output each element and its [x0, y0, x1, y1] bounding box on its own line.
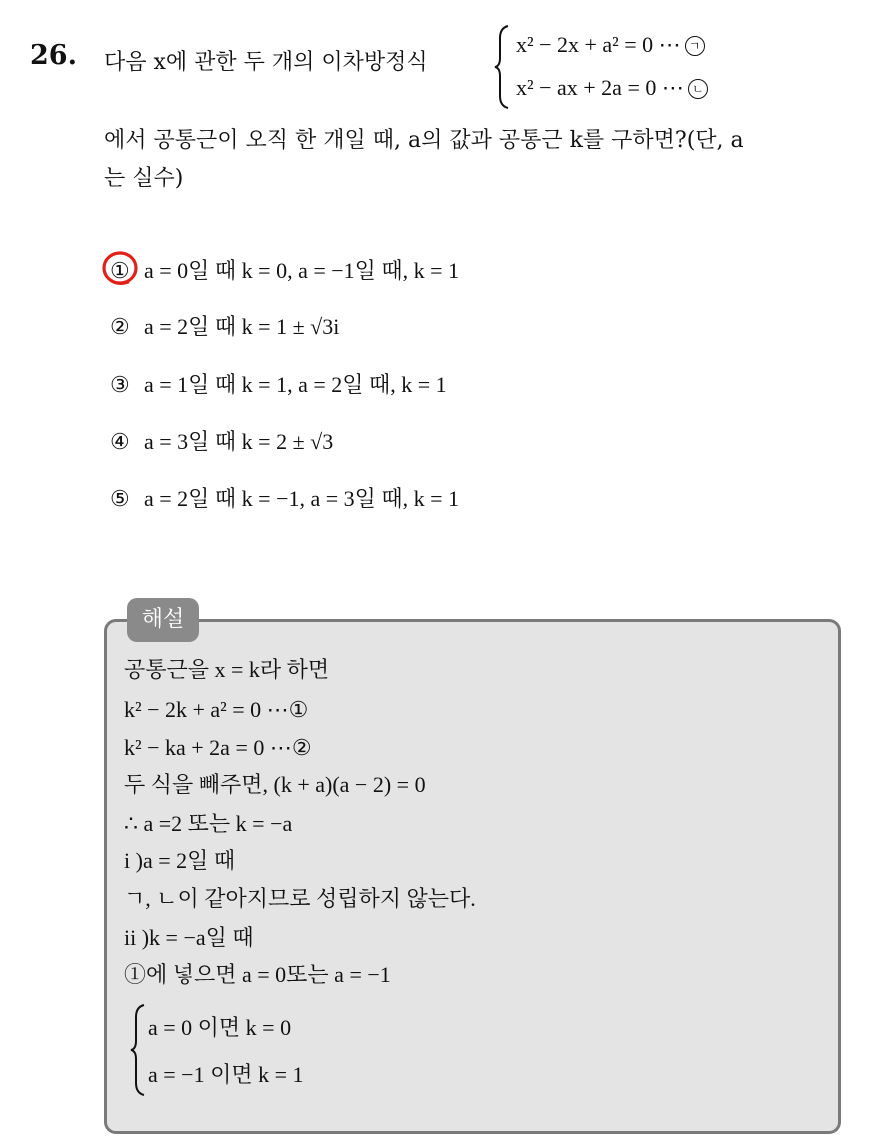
- equation-2: x² − ax + 2a = 0 ⋯ ㄴ: [516, 77, 708, 99]
- equation-1: x² − 2x + a² = 0 ⋯ ㄱ: [516, 34, 705, 56]
- option-3-number: ③: [110, 372, 130, 397]
- option-4-number: ④: [110, 429, 130, 454]
- option-5-text: a = 2일 때 k = −1, a = 3일 때, k = 1: [144, 486, 460, 511]
- option-2[interactable]: [110, 316, 339, 338]
- option-1-text: a = 0일 때 k = 0, a = −1일 때, k = 1: [144, 258, 460, 283]
- option-3[interactable]: [110, 374, 447, 396]
- option-3-text: a = 1일 때 k = 1, a = 2일 때, k = 1: [144, 372, 447, 397]
- option-1[interactable]: [110, 260, 459, 282]
- question-body-cont: 는 실수): [104, 166, 184, 191]
- solution-tag: 해설: [127, 598, 199, 642]
- solution-case-1: a = 0 이면 k = 0: [148, 1015, 292, 1040]
- solution-brace: [130, 1003, 146, 1097]
- option-4-text: a = 3일 때 k = 2 ± √3: [144, 429, 334, 454]
- question-number: 26.: [30, 40, 77, 71]
- equation-1-marker: ㄱ: [685, 36, 705, 56]
- question-intro: 다음 x에 관한 두 개의 이차방정식: [104, 50, 428, 75]
- option-5-number: ⑤: [110, 486, 130, 511]
- option-2-number: ②: [110, 314, 130, 339]
- question-body: 에서 공통근이 오직 한 개일 때, a의 값과 공통근 k를 구하면?(단, a: [104, 128, 744, 153]
- solution-line-1: 공통근을 x = k라 하면: [124, 657, 330, 682]
- solution-line-5: ∴ a =2 또는 k = −a: [124, 811, 293, 836]
- solution-line-3: k² − ka + 2a = 0 ⋯②: [124, 735, 312, 760]
- solution-line-4: 두 식을 빼주면, (k + a)(a − 2) = 0: [124, 772, 426, 797]
- option-4[interactable]: [110, 431, 333, 453]
- solution-case-2: a = −1 이면 k = 1: [148, 1062, 304, 1087]
- solution-line-9: ①에 넣으면 a = 0또는 a = −1: [124, 962, 391, 987]
- option-1-number: ①: [110, 258, 130, 283]
- solution-line-6: i )a = 2일 때: [124, 848, 236, 873]
- system-brace: [494, 24, 510, 110]
- solution-line-2: k² − 2k + a² = 0 ⋯①: [124, 697, 309, 722]
- option-2-text: a = 2일 때 k = 1 ± √3i: [144, 314, 340, 339]
- option-5[interactable]: [110, 488, 459, 510]
- solution-line-7: ㄱ, ㄴ이 같아지므로 성립하지 않는다.: [124, 886, 476, 911]
- solution-line-8: ii )k = −a일 때: [124, 925, 254, 950]
- equation-2-marker: ㄴ: [688, 79, 708, 99]
